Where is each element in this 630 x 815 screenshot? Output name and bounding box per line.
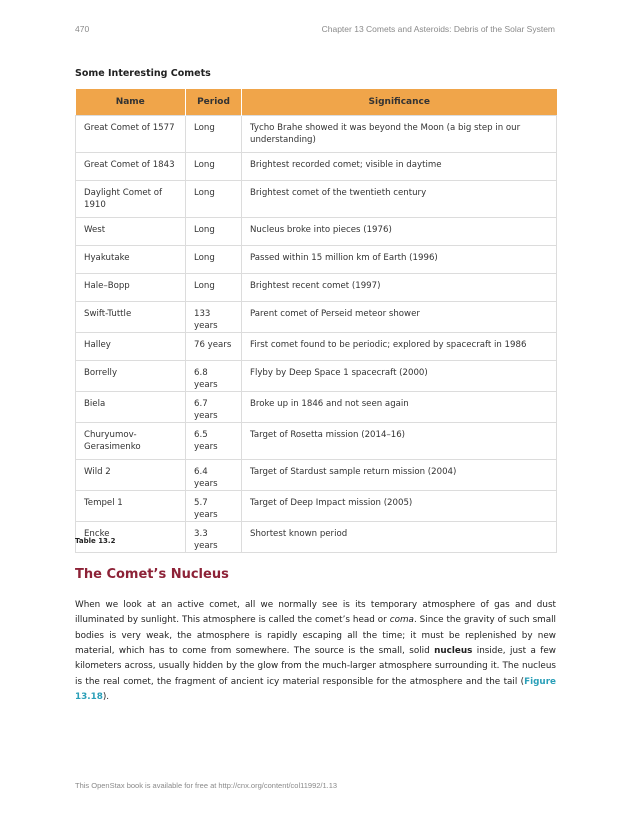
comet-name: Hale–Bopp: [76, 274, 186, 302]
table-row: [76, 218, 557, 246]
table-row: [76, 460, 557, 491]
comet-significance: Target of Deep Impact mission (2005): [242, 491, 557, 522]
comet-name: Borrelly: [76, 361, 186, 392]
comet-period: 6.4 years: [186, 460, 242, 491]
table-row: [76, 246, 557, 274]
column-header-significance: Significance: [242, 89, 557, 116]
comet-name: Tempel 1: [76, 491, 186, 522]
chapter-title: Chapter 13 Comets and Asteroids: Debris of the Solar System: [321, 24, 555, 34]
page-header: [75, 24, 555, 38]
comet-significance: Nucleus broke into pieces (1976): [242, 218, 557, 246]
comet-significance: Parent comet of Perseid meteor shower: [242, 302, 557, 333]
comet-period: Long: [186, 218, 242, 246]
comet-significance: Broke up in 1846 and not seen again: [242, 392, 557, 423]
section-heading: The Comet’s Nucleus: [75, 567, 229, 582]
table-row: [76, 181, 557, 218]
comet-name: Wild 2: [76, 460, 186, 491]
comet-significance: Target of Rosetta mission (2014–16): [242, 423, 557, 460]
table-row: [76, 522, 557, 553]
comet-period: 5.7 years: [186, 491, 242, 522]
comet-significance: Brightest recorded comet; visible in daytime: [242, 153, 557, 181]
body-paragraph: [75, 598, 556, 706]
term-coma: coma: [389, 615, 414, 626]
comet-period: 3.3 years: [186, 522, 242, 553]
comet-period: 76 years: [186, 333, 242, 361]
paragraph-text: . Since the gravity of such small bodies is very weak, the atmosphere is rapidly escaping all the time; it must be replenished by new material, which has to come from somewhere. The source is the small, solid: [75, 615, 556, 657]
comet-name: Daylight Comet of 1910: [76, 181, 186, 218]
comet-period: Long: [186, 246, 242, 274]
table-title: Some Interesting Comets: [75, 68, 211, 79]
table-row: [76, 333, 557, 361]
comet-significance: Flyby by Deep Space 1 spacecraft (2000): [242, 361, 557, 392]
table-row: [76, 361, 557, 392]
comet-name: Halley: [76, 333, 186, 361]
comet-significance: Brightest recent comet (1997): [242, 274, 557, 302]
comet-period: Long: [186, 181, 242, 218]
comet-period: 133 years: [186, 302, 242, 333]
comet-significance: Brightest comet of the twentieth century: [242, 181, 557, 218]
comet-period: 6.7 years: [186, 392, 242, 423]
comet-name: West: [76, 218, 186, 246]
comet-significance: Shortest known period: [242, 522, 557, 553]
comet-name: Swift-Tuttle: [76, 302, 186, 333]
paragraph-text: inside, just a few kilometers across, usually hidden by the glow from the much-larger atmosphere surrounding it. The nucleus is the real comet, the fragment of ancient icy material responsible for the atmosphere and the tail (: [75, 646, 557, 687]
table-row: [76, 392, 557, 423]
comet-period: 6.5 years: [186, 423, 242, 460]
comet-name: Biela: [76, 392, 186, 423]
comets-table: [75, 89, 557, 553]
table-row: [76, 153, 557, 181]
comet-period: Long: [186, 274, 242, 302]
table-row: [76, 302, 557, 333]
column-header-name: Name: [76, 89, 186, 116]
page-footer: This OpenStax book is available for free at http://cnx.org/content/col11992/1.13: [75, 781, 338, 790]
comet-significance: Target of Stardust sample return mission (2004): [242, 460, 557, 491]
paragraph-text: When we look at an active comet, all we normally see is its temporary atmosphere of gas and dust illuminated by sunlight. This atmosphere is called the comet’s head or: [75, 599, 556, 626]
comet-name: Great Comet of 1577: [76, 116, 186, 153]
table-row: [76, 423, 557, 460]
table-row: [76, 116, 557, 153]
figure-link[interactable]: Figure 13.18: [75, 676, 556, 703]
comet-period: Long: [186, 116, 242, 153]
column-header-period: Period: [186, 89, 242, 116]
comet-name: Encke: [76, 522, 186, 553]
comet-period: Long: [186, 153, 242, 181]
term-nucleus: nucleus: [434, 646, 473, 657]
comet-name: Hyakutake: [76, 246, 186, 274]
table-caption: Table 13.2: [75, 537, 116, 545]
table-row: [76, 274, 557, 302]
paragraph-text: ).: [102, 692, 110, 703]
page-number: 470: [75, 24, 90, 34]
comet-significance: Passed within 15 million km of Earth (1996): [242, 246, 557, 274]
comet-significance: First comet found to be periodic; explored by spacecraft in 1986: [242, 333, 557, 361]
comet-name: Churyumov-Gerasimenko: [76, 423, 186, 460]
table-row: [76, 491, 557, 522]
comet-significance: Tycho Brahe showed it was beyond the Moon (a big step in our understanding): [242, 116, 557, 153]
comet-name: Great Comet of 1843: [76, 153, 186, 181]
table-header-row: [76, 89, 557, 116]
comet-period: 6.8 years: [186, 361, 242, 392]
